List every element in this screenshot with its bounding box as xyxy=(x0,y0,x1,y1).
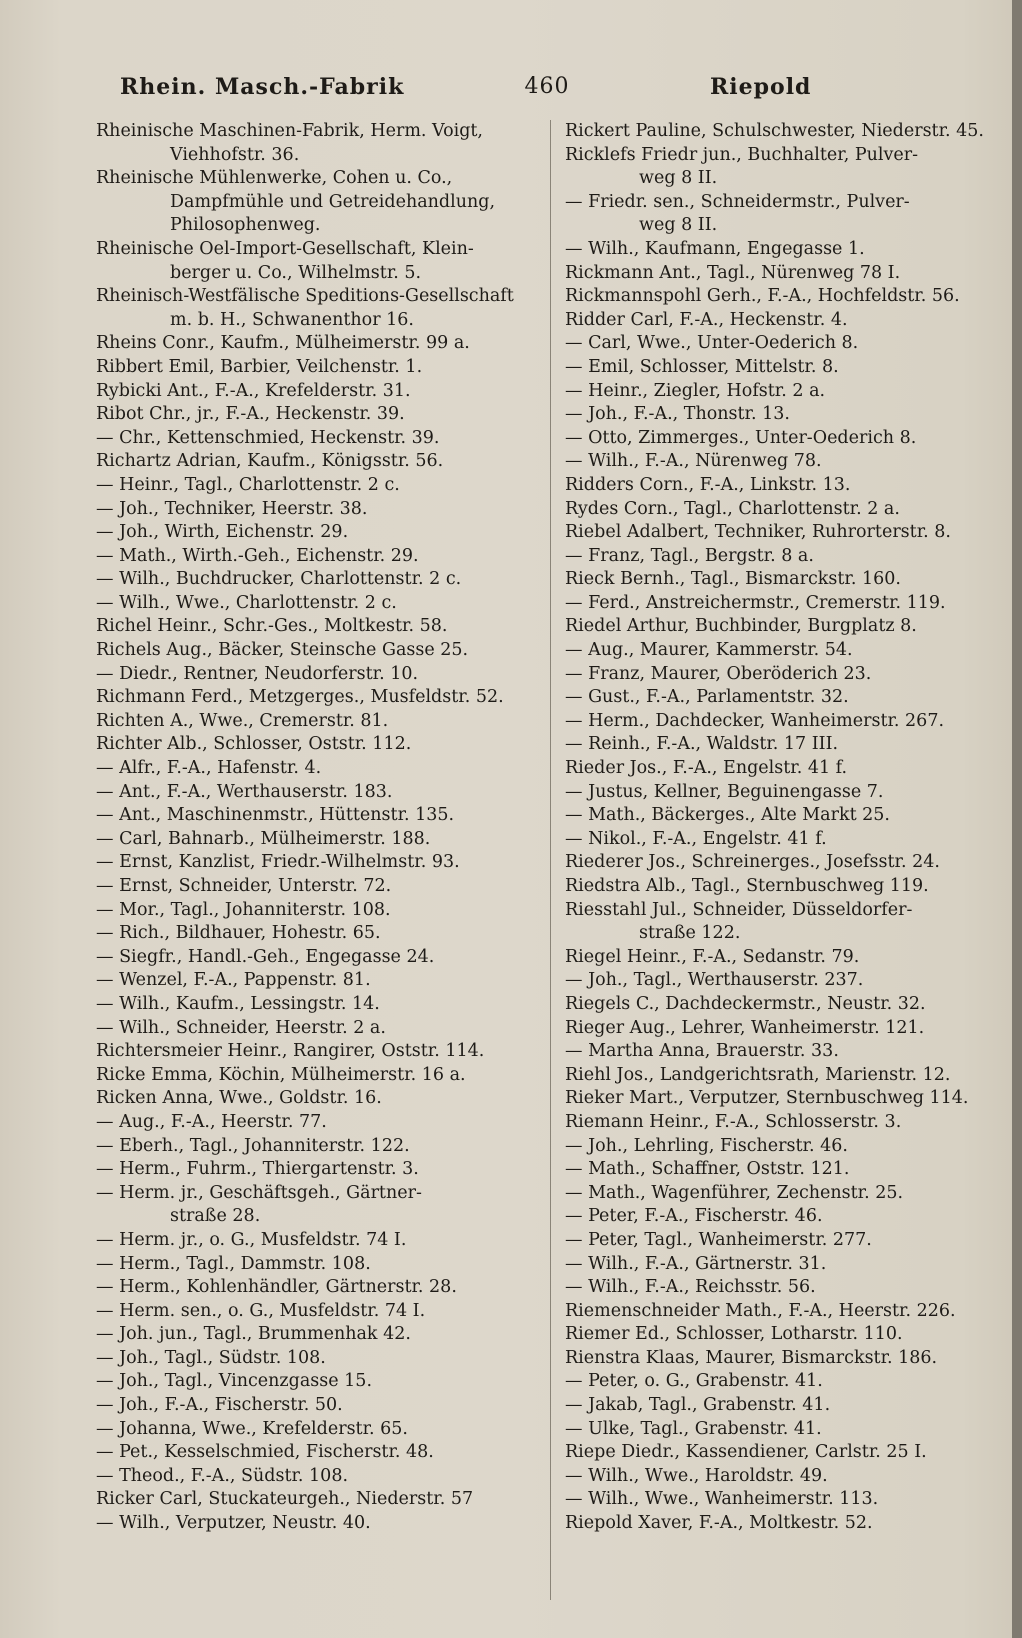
directory-entry: — Mor., Tagl., Johanniterstr. 108. xyxy=(96,899,391,920)
directory-entry: — Joh., F.-A., Fischerstr. 50. xyxy=(96,1395,343,1416)
directory-entry: — Herm. jr., Geschäftsgeh., Gärtner- xyxy=(96,1182,422,1203)
directory-entry: — Joh., Tagl., Werthauserstr. 237. xyxy=(565,970,864,991)
directory-entry: Richels Aug., Bäcker, Steinsche Gasse 25. xyxy=(96,640,469,661)
directory-entry: weg 8 II. xyxy=(639,168,718,189)
directory-entry: — Emil, Schlosser, Mittelstr. 8. xyxy=(565,356,839,377)
directory-entry: straße 28. xyxy=(170,1206,261,1227)
directory-entry: Rickmannspohl Gerh., F.-A., Hochfeldstr. 56. xyxy=(565,286,960,307)
directory-entry: Richmann Ferd., Metzgerges., Musfeldstr. 52. xyxy=(96,687,504,708)
directory-entry: — Heinr., Tagl., Charlottenstr. 2 c. xyxy=(96,474,400,495)
directory-entry: — Rich., Bildhauer, Hohestr. 65. xyxy=(96,923,381,944)
page-number: 460 xyxy=(524,74,570,99)
directory-entry: Rickert Pauline, Schulschwester, Niederstr. 45. xyxy=(565,121,984,141)
directory-entry: — Nikol., F.-A., Engelstr. 41 f. xyxy=(565,828,827,849)
directory-entry: — Wilh., Schneider, Heerstr. 2 a. xyxy=(96,1017,386,1038)
directory-entry: — Carl, Wwe., Unter-Oederich 8. xyxy=(565,333,859,354)
directory-entry: Riepold Xaver, F.-A., Moltkestr. 52. xyxy=(565,1513,873,1534)
directory-entry: Riepe Diedr., Kassendiener, Carlstr. 25 I. xyxy=(565,1442,927,1463)
directory-entry: — Johanna, Wwe., Krefelderstr. 65. xyxy=(96,1418,408,1439)
directory-entry: Riegel Heinr., F.-A., Sedanstr. 79. xyxy=(565,946,860,967)
left-column xyxy=(96,120,530,1536)
directory-entry: Riemann Heinr., F.-A., Schlosserstr. 3. xyxy=(565,1111,902,1132)
directory-entry: Riederer Jos., Schreinerges., Josefsstr. 24. xyxy=(565,852,940,873)
directory-entry: Riedstra Alb., Tagl., Sternbuschweg 119. xyxy=(565,876,929,896)
directory-entry: Ricke Emma, Köchin, Mülheimerstr. 16 a. xyxy=(96,1064,466,1085)
directory-entry: Richten A., Wwe., Cremerstr. 81. xyxy=(96,710,389,731)
directory-entry: — Ant., Maschinenmstr., Hüttenstr. 135. xyxy=(96,805,455,826)
directory-entry: — Theod., F.-A., Südstr. 108. xyxy=(96,1465,349,1486)
directory-entry: Ridder Carl, F.-A., Heckenstr. 4. xyxy=(565,309,848,330)
directory-entry: — Joh., Tagl., Vincenzgasse 15. xyxy=(96,1371,373,1392)
directory-entry: Richartz Adrian, Kaufm., Königsstr. 56. xyxy=(96,451,444,472)
directory-entry: — Diedr., Rentner, Neudorferstr. 10. xyxy=(96,663,419,684)
directory-entry: — Herm., Dachdecker, Wanheimerstr. 267. xyxy=(565,710,945,731)
directory-entry: Rheinisch-Westfälische Speditions-Gesellschaft xyxy=(96,286,514,307)
directory-entry: Rheinische Maschinen-Fabrik, Herm. Voigt, xyxy=(96,121,483,141)
directory-entry: — Heinr., Ziegler, Hofstr. 2 a. xyxy=(565,380,826,401)
directory-entry: — Peter, F.-A., Fischerstr. 46. xyxy=(565,1206,823,1227)
directory-entry: Ridders Corn., F.-A., Linkstr. 13. xyxy=(565,474,851,495)
directory-entry: — Joh., Wirth, Eichenstr. 29. xyxy=(96,522,349,543)
directory-entry: Ribbert Emil, Barbier, Veilchenstr. 1. xyxy=(96,356,423,377)
directory-entry: — Friedr. sen., Schneidermstr., Pulver- xyxy=(565,191,910,212)
directory-entry: Riehl Jos., Landgerichtsrath, Marienstr. 12. xyxy=(565,1064,951,1085)
directory-entry: Ricken Anna, Wwe., Goldstr. 16. xyxy=(96,1088,382,1109)
directory-entry: Ribot Chr., jr., F.-A., Heckenstr. 39. xyxy=(96,404,405,425)
directory-entry: straße 122. xyxy=(639,923,741,944)
directory-entry: — Otto, Zimmerges., Unter-Oederich 8. xyxy=(565,427,917,448)
directory-entry: Ricklefs Friedr jun., Buchhalter, Pulver- xyxy=(565,144,919,165)
directory-entry: — Peter, Tagl., Wanheimerstr. 277. xyxy=(565,1229,872,1250)
directory-entry: — Ant., F.-A., Werthauserstr. 183. xyxy=(96,781,393,802)
directory-entry: Rickmann Ant., Tagl., Nürenweg 78 I. xyxy=(565,262,901,283)
directory-entry: — Carl, Bahnarb., Mülheimerstr. 188. xyxy=(96,828,431,849)
directory-entry: Riedel Arthur, Buchbinder, Burgplatz 8. xyxy=(565,616,917,637)
directory-entry: — Jakab, Tagl., Grabenstr. 41. xyxy=(565,1395,831,1416)
directory-entry: — Wilh., F.-A., Nürenweg 78. xyxy=(565,451,822,472)
directory-entry: — Eberh., Tagl., Johanniterstr. 122. xyxy=(96,1135,410,1156)
directory-entry: — Wilh., F.-A., Reichsstr. 56. xyxy=(565,1277,816,1298)
directory-entry: m. b. H., Schwanenthor 16. xyxy=(170,309,414,330)
directory-entry: — Siegfr., Handl.-Geh., Engegasse 24. xyxy=(96,946,435,967)
directory-entry: weg 8 II. xyxy=(639,215,718,236)
column-divider xyxy=(550,120,551,1600)
directory-entry: Rydes Corn., Tagl., Charlottenstr. 2 a. xyxy=(565,498,900,519)
directory-entry: Richtersmeier Heinr., Rangirer, Oststr. 114. xyxy=(96,1041,485,1062)
directory-entry: berger u. Co., Wilhelmstr. 5. xyxy=(170,262,422,283)
directory-entry: — Wilh., Wwe., Haroldstr. 49. xyxy=(565,1465,828,1486)
directory-entry: — Gust., F.-A., Parlamentstr. 32. xyxy=(565,687,849,708)
directory-entry: Rheinische Mühlenwerke, Cohen u. Co., xyxy=(96,168,453,189)
directory-entry: Riemer Ed., Schlosser, Lotharstr. 110. xyxy=(565,1324,903,1345)
directory-entry: Riegels C., Dachdeckermstr., Neustr. 32. xyxy=(565,993,926,1014)
directory-entry: — Math., Schaffner, Oststr. 121. xyxy=(565,1159,850,1180)
right-column xyxy=(565,120,999,1536)
directory-entry: — Franz, Tagl., Bergstr. 8 a. xyxy=(565,545,814,566)
directory-entry: — Herm. jr., o. G., Musfeldstr. 74 I. xyxy=(96,1229,407,1250)
directory-entry: — Martha Anna, Brauerstr. 33. xyxy=(565,1041,839,1062)
directory-entry: — Ferd., Anstreichermstr., Cremerstr. 119. xyxy=(565,592,946,613)
directory-entry: Rieder Jos., F.-A., Engelstr. 41 f. xyxy=(565,758,848,779)
directory-entry: Dampfmühle und Getreidehandlung, xyxy=(170,191,496,212)
directory-entry: — Chr., Kettenschmied, Heckenstr. 39. xyxy=(96,427,440,448)
directory-entry: Riesstahl Jul., Schneider, Düsseldorfer- xyxy=(565,899,913,920)
directory-entry: — Math., Wagenführer, Zechenstr. 25. xyxy=(565,1182,904,1203)
directory-entry: — Aug., Maurer, Kammerstr. 54. xyxy=(565,640,853,661)
directory-entry: — Justus, Kellner, Beguinengasse 7. xyxy=(565,781,884,802)
directory-entry: — Franz, Maurer, Oberöderich 23. xyxy=(565,663,872,684)
directory-entry: — Joh., Lehrling, Fischerstr. 46. xyxy=(565,1135,848,1156)
directory-entry: — Wilh., Wwe., Charlottenstr. 2 c. xyxy=(96,592,397,613)
directory-entry: Rheins Conr., Kaufm., Mülheimerstr. 99 a. xyxy=(96,333,470,354)
directory-entry: — Ulke, Tagl., Grabenstr. 41. xyxy=(565,1418,822,1439)
directory-entry: Rienstra Klaas, Maurer, Bismarckstr. 186. xyxy=(565,1347,938,1368)
directory-entry: Rheinische Oel-Import-Gesellschaft, Klein- xyxy=(96,238,474,259)
directory-entry: — Pet., Kesselschmied, Fischerstr. 48. xyxy=(96,1442,434,1463)
directory-entry: — Alfr., F.-A., Hafenstr. 4. xyxy=(96,758,322,779)
directory-entry: Rieck Bernh., Tagl., Bismarckstr. 160. xyxy=(565,569,901,590)
directory-entry: — Reinh., F.-A., Waldstr. 17 III. xyxy=(565,734,839,755)
directory-entry: — Joh., Techniker, Heerstr. 38. xyxy=(96,498,368,519)
directory-entry: — Wilh., Buchdrucker, Charlottenstr. 2 c. xyxy=(96,569,462,590)
directory-entry: — Wilh., Kaufmann, Engegasse 1. xyxy=(565,238,865,259)
directory-entry: — Joh., Tagl., Südstr. 108. xyxy=(96,1347,326,1368)
directory-entry: Rybicki Ant., F.-A., Krefelderstr. 31. xyxy=(96,380,411,401)
directory-entry: — Math., Bäckerges., Alte Markt 25. xyxy=(565,805,890,826)
directory-entry: Philosophenweg. xyxy=(170,215,321,236)
directory-entry: — Herm., Tagl., Dammstr. 108. xyxy=(96,1253,371,1274)
directory-entry: — Ernst, Schneider, Unterstr. 72. xyxy=(96,876,392,896)
directory-entry: — Wenzel, F.-A., Pappenstr. 81. xyxy=(96,970,371,991)
directory-entry: — Herm., Fuhrm., Thiergartenstr. 3. xyxy=(96,1159,419,1180)
directory-entry: — Joh., F.-A., Thonstr. 13. xyxy=(565,404,790,425)
running-head-left: Rhein. Masch.-Fabrik xyxy=(120,74,405,100)
directory-entry: — Wilh., Verputzer, Neustr. 40. xyxy=(96,1513,371,1534)
directory-entry: Viehhofstr. 36. xyxy=(170,144,300,165)
directory-entry: Riemenschneider Math., F.-A., Heerstr. 226. xyxy=(565,1300,956,1321)
directory-entry: Ricker Carl, Stuckateurgeh., Niederstr. 57 xyxy=(96,1489,474,1510)
directory-entry: Riebel Adalbert, Techniker, Ruhrorterstr. 8. xyxy=(565,522,951,543)
directory-entry: — Herm., Kohlenhändler, Gärtnerstr. 28. xyxy=(96,1277,457,1298)
directory-entry: Rieker Mart., Verputzer, Sternbuschweg 114. xyxy=(565,1088,969,1109)
directory-entry: — Wilh., Kaufm., Lessingstr. 14. xyxy=(96,993,380,1014)
directory-entry: Richel Heinr., Schr.-Ges., Moltkestr. 58. xyxy=(96,616,448,637)
directory-entry: Richter Alb., Schlosser, Oststr. 112. xyxy=(96,734,412,755)
directory-entry: Rieger Aug., Lehrer, Wanheimerstr. 121. xyxy=(565,1017,925,1038)
directory-entry: — Herm. sen., o. G., Musfeldstr. 74 I. xyxy=(96,1300,426,1321)
directory-entry: — Ernst, Kanzlist, Friedr.-Wilhelmstr. 93. xyxy=(96,852,460,873)
running-head-right: Riepold xyxy=(710,74,812,100)
directory-entry: — Math., Wirth.-Geh., Eichenstr. 29. xyxy=(96,545,419,566)
page-edge xyxy=(1012,0,1022,1638)
directory-entry: — Wilh., F.-A., Gärtnerstr. 31. xyxy=(565,1253,827,1274)
directory-entry: — Joh. jun., Tagl., Brummenhak 42. xyxy=(96,1324,411,1345)
directory-entry: — Aug., F.-A., Heerstr. 77. xyxy=(96,1111,327,1132)
directory-entry: — Peter, o. G., Grabenstr. 41. xyxy=(565,1371,823,1392)
directory-entry: — Wilh., Wwe., Wanheimerstr. 113. xyxy=(565,1489,879,1510)
